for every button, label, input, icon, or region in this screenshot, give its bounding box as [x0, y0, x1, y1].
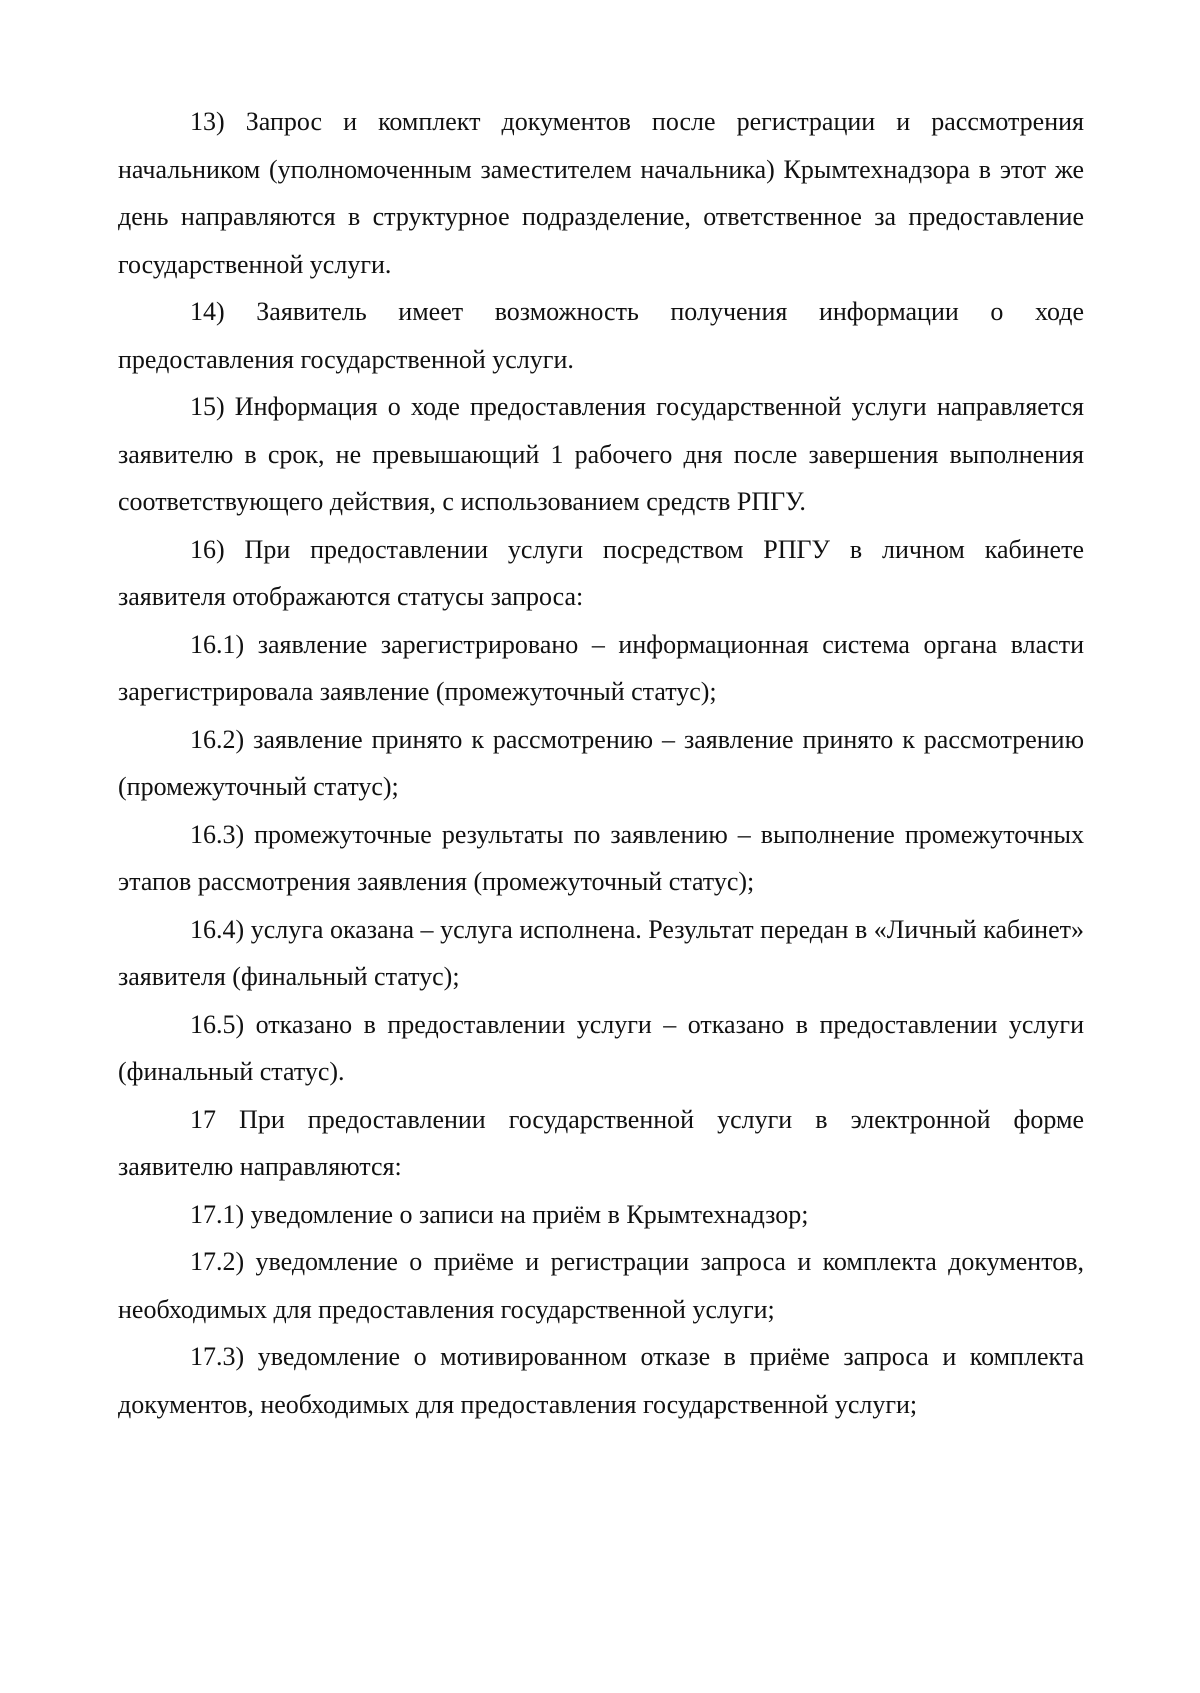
paragraph-16-3: 16.3) промежуточные результаты по заявлению – выполнение промежуточных этапов рассмотрения заявления (промежуточный статус);	[118, 819, 1084, 896]
paragraph-16-1: 16.1) заявление зарегистрировано – информационная система органа власти зарегистрировала заявление (промежуточный статус);	[118, 629, 1084, 706]
paragraph-16-4: 16.4) услуга оказана – услуга исполнена. Результат передан в «Личный кабинет» заявителя (финальный статус);	[118, 914, 1084, 991]
paragraph-13: 13) Запрос и комплект документов после регистрации и рассмотрения начальником (уполномоченным заместителем начальника) Крымтехнадзора в этот же день направляются в структурное подразделение, ответственное за предоставление государственной услуги.	[118, 107, 1084, 279]
paragraph-16: 16) При предоставлении услуги посредством РПГУ в личном кабинете заявителя отображаются статусы запроса:	[118, 534, 1084, 611]
paragraph-16-5: 16.5) отказано в предоставлении услуги – отказано в предоставлении услуги (финальный статус).	[118, 1009, 1084, 1086]
paragraph-17-3: 17.3) уведомление о мотивированном отказе в приёме запроса и комплекта документов, необходимых для предоставления государственной услуги;	[118, 1342, 1084, 1419]
paragraph-15: 15) Информация о ходе предоставления государственной услуги направляется заявителю в срок, не превышающий 1 рабочего дня после завершения выполнения соответствующего действия, с использованием средств РПГУ.	[118, 392, 1084, 516]
paragraph-17: 17 При предоставлении государственной услуги в электронной форме заявителю направляются:	[118, 1104, 1084, 1181]
paragraph-17-2: 17.2) уведомление о приёме и регистрации запроса и комплекта документов, необходимых для предоставления государственной услуги;	[118, 1247, 1084, 1324]
paragraph-16-2: 16.2) заявление принято к рассмотрению – заявление принято к рассмотрению (промежуточный статус);	[118, 724, 1084, 801]
paragraph-17-1: 17.1) уведомление о записи на приём в Крымтехнадзор;	[190, 1199, 809, 1229]
document-body	[118, 98, 1084, 1428]
paragraph-14: 14) Заявитель имеет возможность получения информации о ходе предоставления государственной услуги.	[118, 297, 1084, 374]
